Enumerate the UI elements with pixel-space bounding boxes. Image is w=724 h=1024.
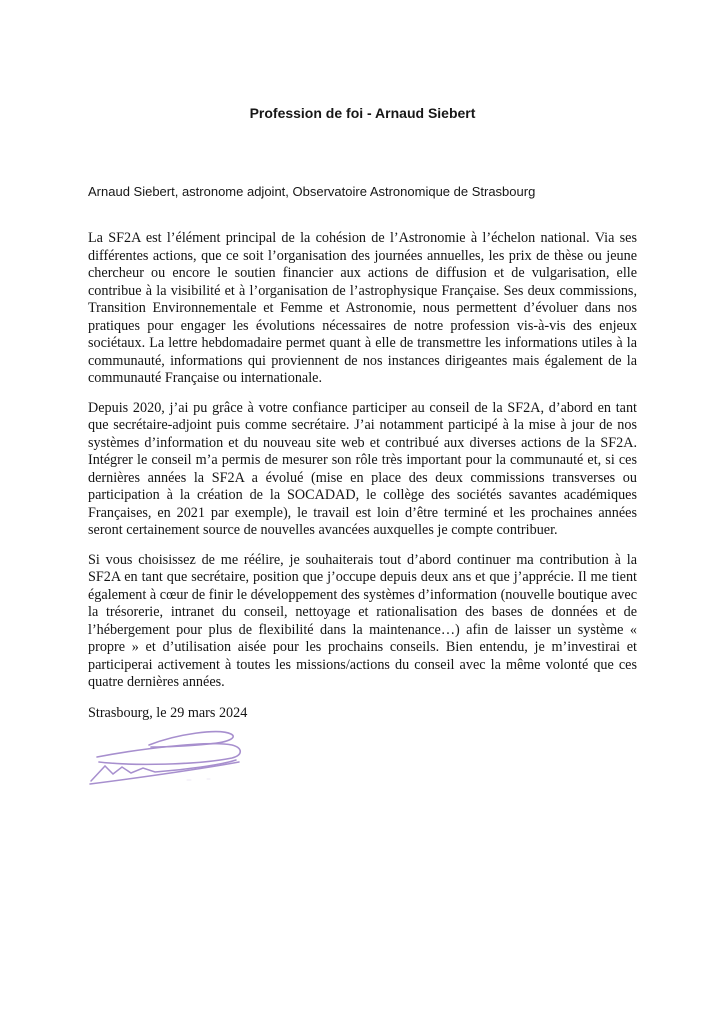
signature-ink-speck bbox=[187, 779, 210, 780]
signature-svg bbox=[85, 724, 255, 809]
page-title: Profession de foi - Arnaud Siebert bbox=[249, 105, 476, 121]
paragraph-3: Si vous choisissez de me réélire, je souhaiterais tout d’abord continuer ma contribution à la SF2A en tant que secrétaire, position que j’occupe depuis deux ans et que j’apprécie. Il me tient également à cœur de finir le développement des systèmes d’information (nouvelle boutique avec la trésorerie, intranet du conseil, nettoyage et rationalisation des bases de données et de l’hébergement pour plus de flexibilité dans la maintenance…) afin de laisser un système « propre » et d’utilisation aisée pour les prochains conseils. Bien entendu, je m’investirai et participerai activement à toutes les missions/actions du conseil avec la même volonté que ces quatre dernières années. bbox=[88, 551, 637, 690]
author-byline: Arnaud Siebert, astronome adjoint, Observatoire Astronomique de Strasbourg bbox=[88, 184, 536, 199]
paragraph-2: Depuis 2020, j’ai pu grâce à votre confiance participer au conseil de la SF2A, d’abord en tant que secrétaire-adjoint puis comme secrétaire. J’ai notamment participé à la mise à jour de nos systèmes d’information et du nouveau site web et contribué aux diverses actions de la SF2A. Intégrer le conseil m’a permis de mesurer son rôle très important pour la communauté et, si ces dernières années la SF2A a évolué (mise en place des deux commissions transverses ou participation à la création de la SOCADAD, le collège des sociétés savantes académiques Françaises, en 2021 par exemple), le travail est loin d’être terminé et les prochaines années seront certainement source de nouvelles avancées auxquelles je compte contribuer. bbox=[88, 399, 637, 538]
handwritten-signature bbox=[85, 724, 255, 809]
signature-stroke-sweep bbox=[97, 744, 240, 765]
paragraph-1: La SF2A est l’élément principal de la cohésion de l’Astronomie à l’échelon national. Via ses différentes actions, que ce soit l’organisation des journées annuelles, les prix de thèse ou jeune chercheur ou encore le soutien financier aux actions de diffusion et de vulgarisation, elle contribue à la visibilité et à l’organisation de l’astrophysique Française. Ses deux commissions, Transition Environnementale et Femme et Astronomie, nous permettent d’évoluer dans nos pratiques pour engager les évolutions nécessaires de notre profession vis-à-vis des enjeux sociétaux. La lettre hebdomadaire permet quant à elle de transmettre les informations utiles à la communauté, informations qui proviennent de nos instances dirigeantes mais également de la communauté Française ou internationale. bbox=[88, 230, 637, 386]
closing-date-line: Strasbourg, le 29 mars 2024 bbox=[88, 704, 248, 721]
